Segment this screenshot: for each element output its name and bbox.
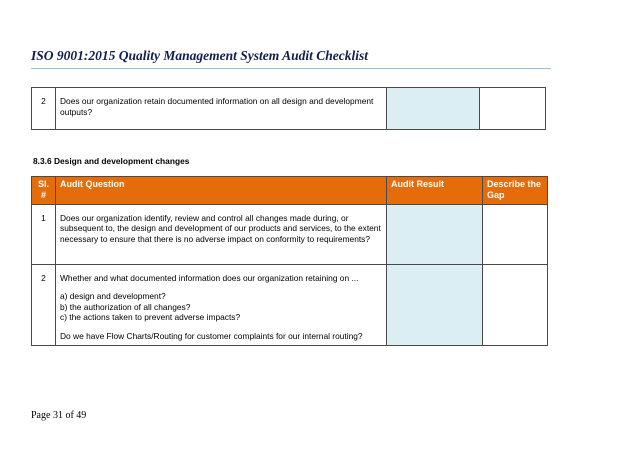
- table-header-row: [32, 177, 548, 205]
- audit-question: Does our organization identify, review and control all changes made during, or subsequent to, the design and development of our products and services, to the extent necessary to ensure that there is no adverse impact on conformity to requirements?: [56, 204, 387, 264]
- gap-description-cell[interactable]: [483, 264, 548, 346]
- document-title: ISO 9001:2015 Quality Management System Audit Checklist: [31, 48, 369, 63]
- header-describe-gap: Describe the Gap: [483, 177, 548, 205]
- question-sublist: [60, 291, 382, 323]
- page-number: Page 31 of 49: [31, 410, 87, 421]
- title-divider: [31, 68, 551, 69]
- audit-question: Does our organization retain documented information on all design and development outputs?: [56, 88, 387, 130]
- table-row: [32, 88, 546, 130]
- list-item: b) the authorization of all changes?: [60, 301, 191, 312]
- audit-question: Whether and what documented information does our organization retaining on ...: [60, 272, 359, 283]
- audit-question-note: Do we have Flow Charts/Routing for customer complaints for our internal routing?: [60, 330, 363, 341]
- header-sl-no: Sl. #: [32, 177, 56, 205]
- gap-description-cell[interactable]: [480, 88, 546, 130]
- list-item: a) design and development?: [60, 291, 166, 301]
- audit-result-cell[interactable]: [387, 88, 480, 130]
- audit-result-cell[interactable]: [387, 264, 483, 346]
- table-row: [32, 264, 548, 346]
- list-item: c) the actions taken to prevent adverse impacts?: [60, 312, 241, 322]
- continued-checklist-table: [31, 87, 546, 130]
- header-audit-question: Audit Question: [56, 177, 387, 205]
- gap-description-cell[interactable]: [483, 204, 548, 264]
- audit-checklist-table: [31, 176, 548, 346]
- row-number: 2: [32, 88, 56, 130]
- audit-question-cell: [56, 264, 387, 346]
- header-audit-result: Audit Result: [387, 177, 483, 205]
- row-number: 1: [32, 204, 56, 264]
- row-number: 2: [32, 264, 56, 346]
- audit-result-cell[interactable]: [387, 204, 483, 264]
- section-heading: 8.3.6 Design and development changes: [33, 156, 190, 166]
- table-row: [32, 204, 548, 264]
